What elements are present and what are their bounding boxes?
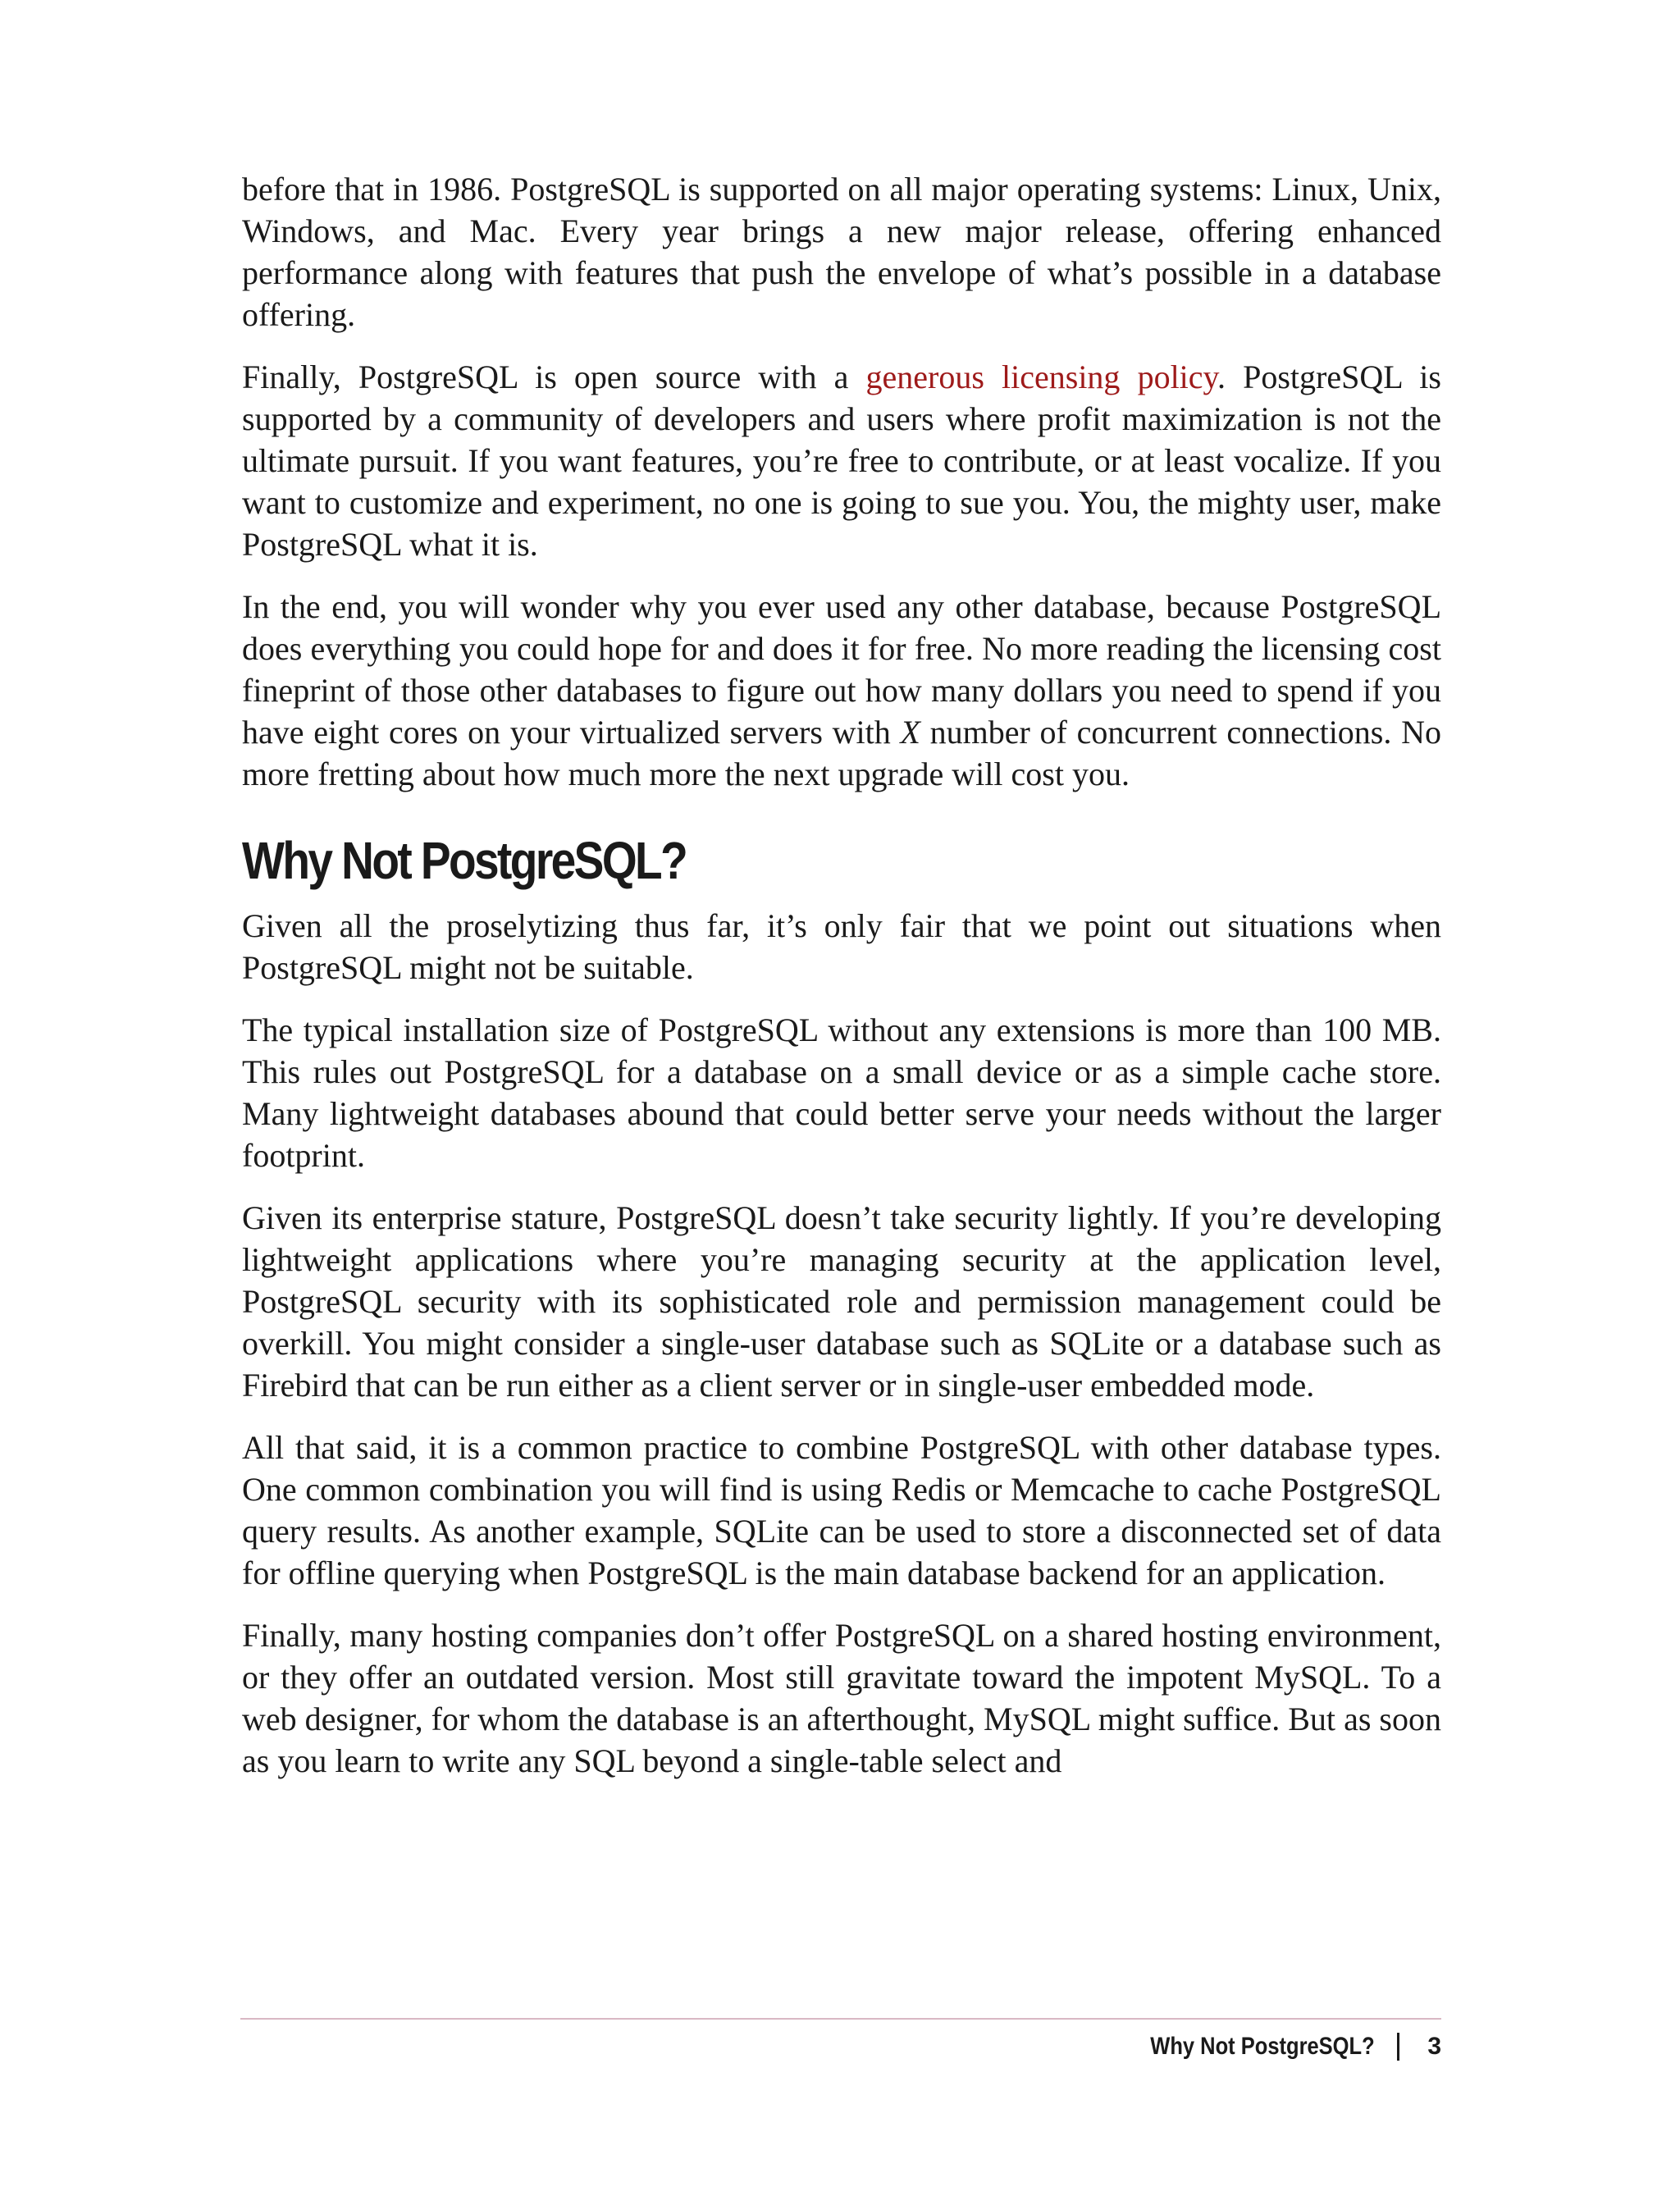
paragraph-installation-size: The typical installation size of PostgreSQL without any extensions is more than 100 MB. This rules out PostgreSQL for a database on a small device or as a simple cache store. Many lightweight databases abound that could better serve your needs without the larger footprint. [242,1011,1441,1174]
licensing-policy-link[interactable]: generous licensing policy [865,358,1217,395]
section-heading: Why Not PostgreSQL? [242,831,687,890]
running-head: Why Not PostgreSQL? [1149,2033,1375,2060]
page-footer [1111,2028,1441,2066]
paragraph-open-source-text-end: . PostgreSQL is supported by a community of developers and users where profit maximization is not the ultimate pursuit. If you want features, you’re free to contribute, or at least vocalize. If you want to customize and experiment, no one is going to sue you. You, the mighty user, make PostgreSQL what it is. [242,358,1441,563]
paragraph-open-source [242,356,1441,565]
paragraph-proselytizing: Given all the proselytizing thus far, it’s only fair that we point out situations when PostgreSQL might not be suitable. [242,907,1441,986]
paragraph-history: before that in 1986. PostgreSQL is supported on all major operating systems: Linux, Unix, Windows, and Mac. Every year brings a new major release, offering enhanced performance along with features that push the envelope of what’s possible in a database offering. [242,171,1441,333]
paragraph-in-the-end-text-start: In the end, you will wonder why you ever used any other database, because PostgreSQL does everything you could hope for and does it for free. No more reading the licensing cost fineprint of those other databases to figure out how many dollars you need to spend if you have eight cores on your virtualized servers with [242,588,1441,751]
paragraph-in-the-end [242,586,1441,795]
paragraph-combine-databases: All that said, it is a common practice to combine PostgreSQL with other database types. One common combination you will find is using Redis or Memcache to cache PostgreSQL query results. As another example, SQLite can be used to store a disconnected set of data for offline querying when PostgreSQL is the main database backend for an application. [242,1429,1441,1591]
footer-separator [1397,2033,1399,2061]
page-content [242,168,1441,1802]
paragraph-hosting: Finally, many hosting companies don’t offer PostgreSQL on a shared hosting environment, or they offer an outdated version. Most still gravitate toward the impotent MySQL. To a web designer, for whom the database is an afterthought, MySQL might suffice. But as soon as you learn to write any SQL beyond a single-table select and [242,1617,1441,1779]
paragraph-security: Given its enterprise stature, PostgreSQL doesn’t take security lightly. If you’re developing lightweight applications where you’re managing security at the application level, PostgreSQL security with its sophisticated role and permission management could be overkill. You might consider a single-user database such as SQLite or a database such as Firebird that can be run either as a client server or in single-user embedded mode. [242,1199,1441,1404]
footer-divider [240,2018,1441,2020]
paragraph-in-the-end-text-end: number of concurrent connections. No more fretting about how much more the next upgrade will cost you. [242,714,1441,792]
paragraph-open-source-text-start: Finally, PostgreSQL is open source with a [242,358,866,395]
paragraph-in-the-end-emphasis: X [900,714,920,751]
page-number: 3 [1427,2033,1441,2060]
